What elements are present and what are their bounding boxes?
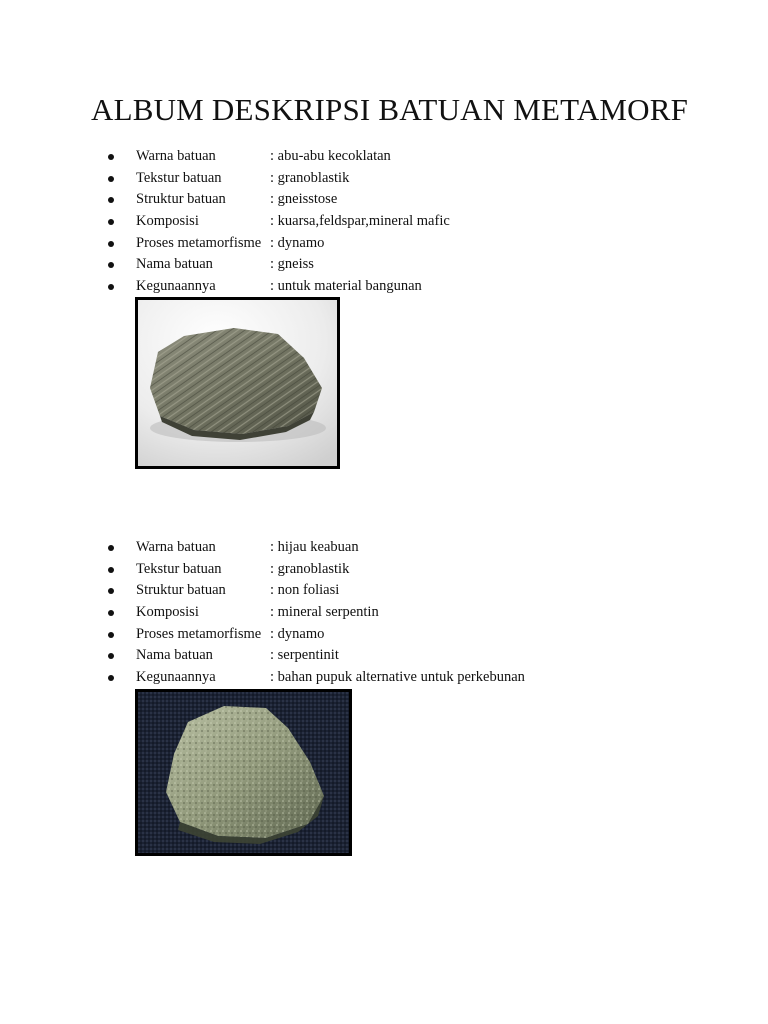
item-value: : hijau keabuan	[270, 539, 359, 555]
bullet-icon	[108, 545, 114, 551]
item-label: Komposisi	[136, 213, 199, 230]
bullet-icon	[108, 653, 114, 659]
item-value: : mineral serpentin	[270, 604, 379, 621]
item-value: : gneiss	[270, 256, 314, 273]
item-label: Tekstur batuan	[136, 169, 222, 186]
item-label: Proses metamorfisme	[136, 625, 262, 642]
page-title: ALBUM DESKRIPSI BATUAN METAMORF	[91, 92, 689, 127]
serpentinite-rock-image	[138, 692, 349, 853]
bullet-icon	[108, 176, 114, 182]
item-value: : serpentinit	[270, 647, 339, 664]
gneiss-rock-image	[138, 300, 337, 466]
item-value: : untuk material bangunan	[270, 278, 422, 295]
bullet-icon	[108, 197, 114, 203]
item-value: : non foliasi	[270, 582, 340, 599]
item-label: Nama batuan	[136, 256, 213, 273]
bullet-icon	[108, 241, 114, 247]
item-label: Kegunaannya	[136, 669, 216, 686]
item-label: Struktur batuan	[136, 191, 226, 208]
item-value: : granoblastik	[270, 560, 350, 577]
item-value: : granoblastik	[270, 169, 350, 186]
item-label: Warna batuan	[136, 539, 216, 555]
item-label: Proses metamorfisme	[136, 234, 262, 251]
item-label: Kegunaannya	[136, 278, 216, 295]
serpentinite-rock-photo	[135, 689, 352, 856]
bullet-icon	[108, 567, 114, 573]
bullet-icon	[108, 284, 114, 290]
bullet-icon	[108, 262, 114, 268]
item-label: Nama batuan	[136, 647, 213, 664]
bullet-icon	[108, 154, 114, 160]
item-label: Struktur batuan	[136, 582, 226, 599]
item-label: Komposisi	[136, 604, 199, 621]
item-label: Tekstur batuan	[136, 560, 222, 577]
bullet-icon	[108, 588, 114, 594]
item-value: : abu-abu kecoklatan	[270, 148, 391, 164]
item-value: : bahan pupuk alternative untuk perkebunan	[270, 669, 525, 686]
bullet-icon	[108, 219, 114, 225]
item-value: : dynamo	[270, 625, 325, 642]
item-value: : dynamo	[270, 234, 325, 251]
bullet-icon	[108, 632, 114, 638]
bullet-icon	[108, 675, 114, 681]
item-label: Warna batuan	[136, 148, 216, 164]
gneiss-rock-photo	[135, 297, 340, 469]
bullet-icon	[108, 610, 114, 616]
item-value: : gneisstose	[270, 191, 338, 208]
item-value: : kuarsa,feldspar,mineral mafic	[270, 213, 450, 230]
